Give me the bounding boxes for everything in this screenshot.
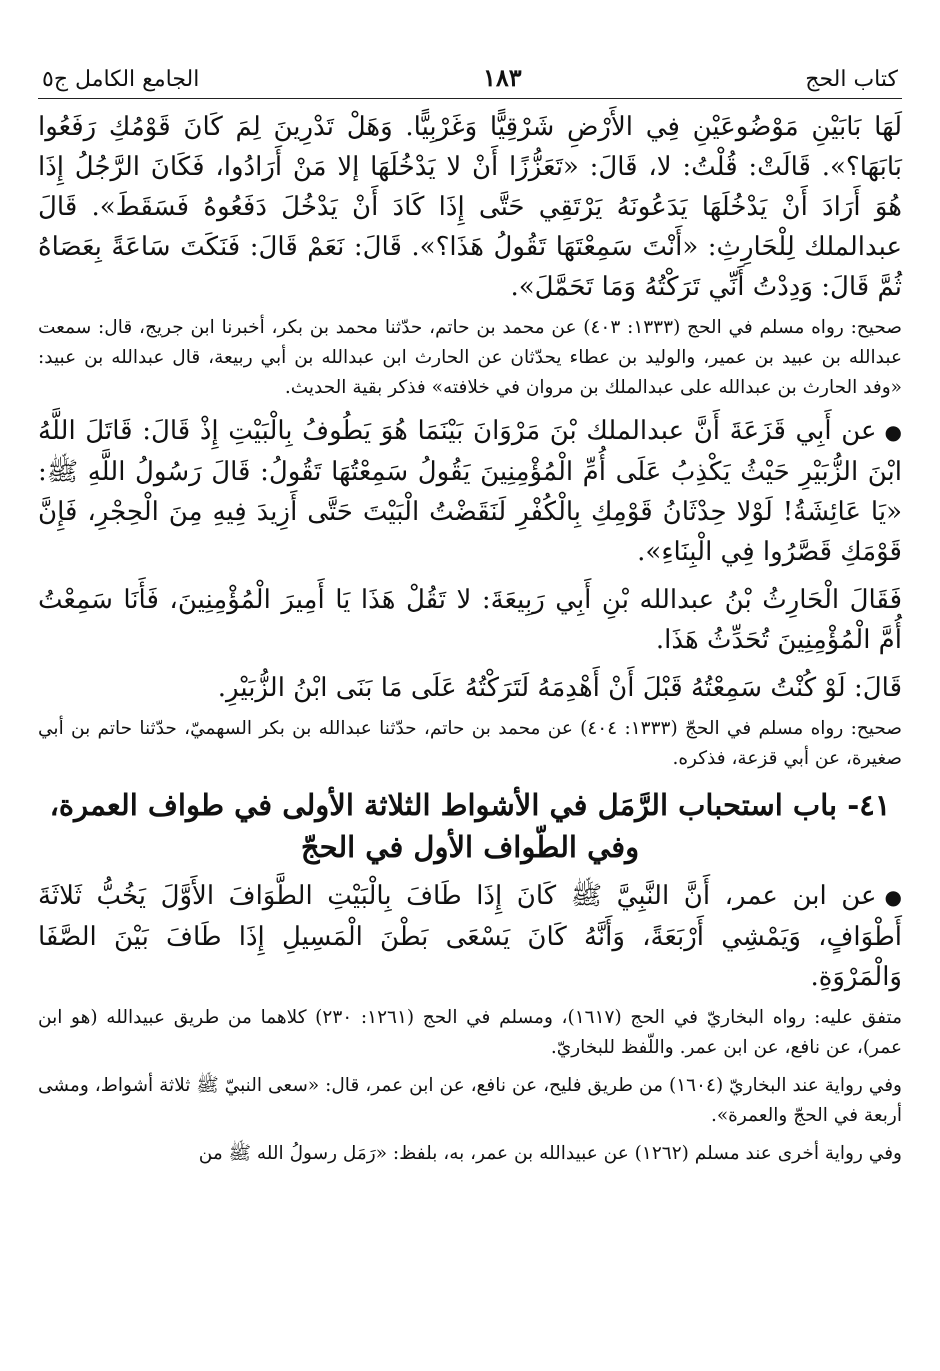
page-number: ١٨٣: [482, 63, 522, 92]
running-header: [38, 52, 902, 99]
takhrij-note: صحيح: رواه مسلم في الحج (١٣٣٣: ٤٠٣) عن محمد بن حاتم، حدّثنا محمد بن بكر، أخبرنا ابن جريج، قال: سمعت عبدالله بن عبيد بن عمير، والوليد بن عطاء يحدّثان عن الحارث ابن عبدالله بن أبي ربيعة، قال عبدالله بن عبيد: «وفد الحارث بن عبدالله على عبدالملك بن مروان في خلافته» فذكر بقية الحديث.: [38, 317, 902, 398]
hadith-text: قَالَ: لَوْ كُنْتُ سَمِعْتُهُ قَبْلَ أَنْ أَهْدِمَهُ لَتَرَكْتُهُ عَلَى مَا بَنَى ابْنُ الزُّبَيْرِ.: [217, 673, 902, 703]
takhrij-note: صحيح: رواه مسلم في الحجّ (١٣٣٣: ٤٠٤) عن محمد بن حاتم، حدّثنا عبدالله بن بكر السهميّ، حدّثنا حاتم بن أبي صغيرة، عن أبي قزعة، فذكره.: [38, 718, 902, 769]
page-body: [38, 107, 902, 1169]
bullet-icon: ●: [884, 420, 902, 444]
hadith-text: فَقَالَ الْحَارِثُ بْنُ عبدالله بْنِ أَبِي رَبِيعَةَ: لا تَقُلْ هَذَا يَا أَمِيرَ الْمُؤْمِنِينَ، فَأَنَا سَمِعْتُ أُمَّ الْمُؤْمِنِينَ تُحَدِّثُ هَذَا.: [38, 585, 902, 655]
hadith-text: ●عن أَبِي قَزَعَةَ أَنَّ عبدالملك بْنَ مَرْوَانَ بَيْنَمَا هُوَ يَطُوفُ بِالْبَيْتِ إِذْ قَالَ: قَاتَلَ اللَّهُ ابْنَ الزُّبَيْرِ حَيْثُ يَكْذِبُ عَلَى أُمِّ الْمُؤْمِنِينَ يَقُولُ سَمِعْتُهَا تَقُولُ: قَالَ رَسُولُ اللَّهِ ﷺ: «يَا عَائِشَةُ! لَوْلا حِدْثَانُ قَوْمِكِ بِالْكُفْرِ لَنَقَضْتُ الْبَيْتَ حَتَّى أَزِيدَ فِيهِ مِنَ الْحِجْرِ، فَإِنَّ قَوْمَكِ قَصَّرُوا فِي الْبِنَاءِ».: [38, 411, 902, 572]
chapter-heading: ٤١- باب استحباب الرَّمَل في الأشواط الثلاثة الأولى في طواف العمرة، وفي الطّواف الأول في الحجّ: [49, 788, 891, 864]
header-volume-title: الجامع الكامل ج٥: [42, 67, 200, 92]
hadith-text: لَهَا بَابَيْنِ مَوْضُوعَيْنِ فِي الأَرْضِ شَرْقِيًّا وَغَرْبِيًّا. وَهَلْ تَدْرِينَ لِمَ كَانَ قَوْمُكِ رَفَعُوا بَابَهَا؟». قَالَتْ: قُلْتُ: لا، قَالَ: «تَعَزُّزًا أَنْ لا يَدْخُلَهَا إلا مَنْ أَرَادُوا، فَكَانَ الرَّجُلُ إِذَا هُوَ أَرَادَ أَنْ يَدْخُلَهَا يَدَعُونَهُ يَرْتَقِي حَتَّى إِذَا كَادَ أَنْ يَدْخُلَ دَفَعُوهُ فَسَقَطَ». قَالَ عبدالملك لِلْحَارِثِ: «أَنْتَ سَمِعْتَهَا تَقُولُ هَذَا؟». قَالَ: نَعَمْ قَالَ: فَنَكَتَ سَاعَةً بِعَصَاهُ ثُمَّ قَالَ: وَدِدْتُ أَنِّي تَرَكْتُهُ وَمَا تَحَمَّلَ».: [38, 112, 902, 302]
page: [38, 52, 902, 1371]
takhrij-note: متفق عليه: رواه البخاريّ في الحج (١٦١٧)، ومسلم في الحج (١٢٦١: ٢٣٠) كلاهما من طريق عبيدالله (هو ابن عمر)، عن نافع، عن ابن عمر. واللّفظ للبخاريّ.: [38, 1007, 902, 1058]
takhrij-note: وفي رواية عند البخاريّ (١٦٠٤) من طريق فليح، عن نافع، عن ابن عمر، قال: «سعى النبيّ ﷺ ثلاثة أشواط، ومشى أربعة في الحجّ والعمرة».: [38, 1075, 902, 1126]
takhrij-note: وفي رواية أخرى عند مسلم (١٢٦٢) عن عبيدالله بن عمر، به، بلفظ: «رَمَل رسولُ الله ﷺ من: [198, 1143, 902, 1164]
bullet-icon: ●: [884, 885, 902, 909]
hadith-text: ●عن ابن عمر، أَنَّ النَّبِيَّ ﷺ كَانَ إِذَا طَافَ بِالْبَيْتِ الطَّوَافَ الأَوَّلَ يَخُبُّ ثَلاثَةَ أَطْوَافٍ، وَيَمْشِي أَرْبَعَةً، وَأَنَّهُ كَانَ يَسْعَى بَطْنَ الْمَسِيلِ إِذَا طَافَ بَيْنَ الصَّفَا وَالْمَرْوَةِ.: [38, 876, 902, 997]
header-book-title: كتاب الحج: [805, 67, 898, 92]
